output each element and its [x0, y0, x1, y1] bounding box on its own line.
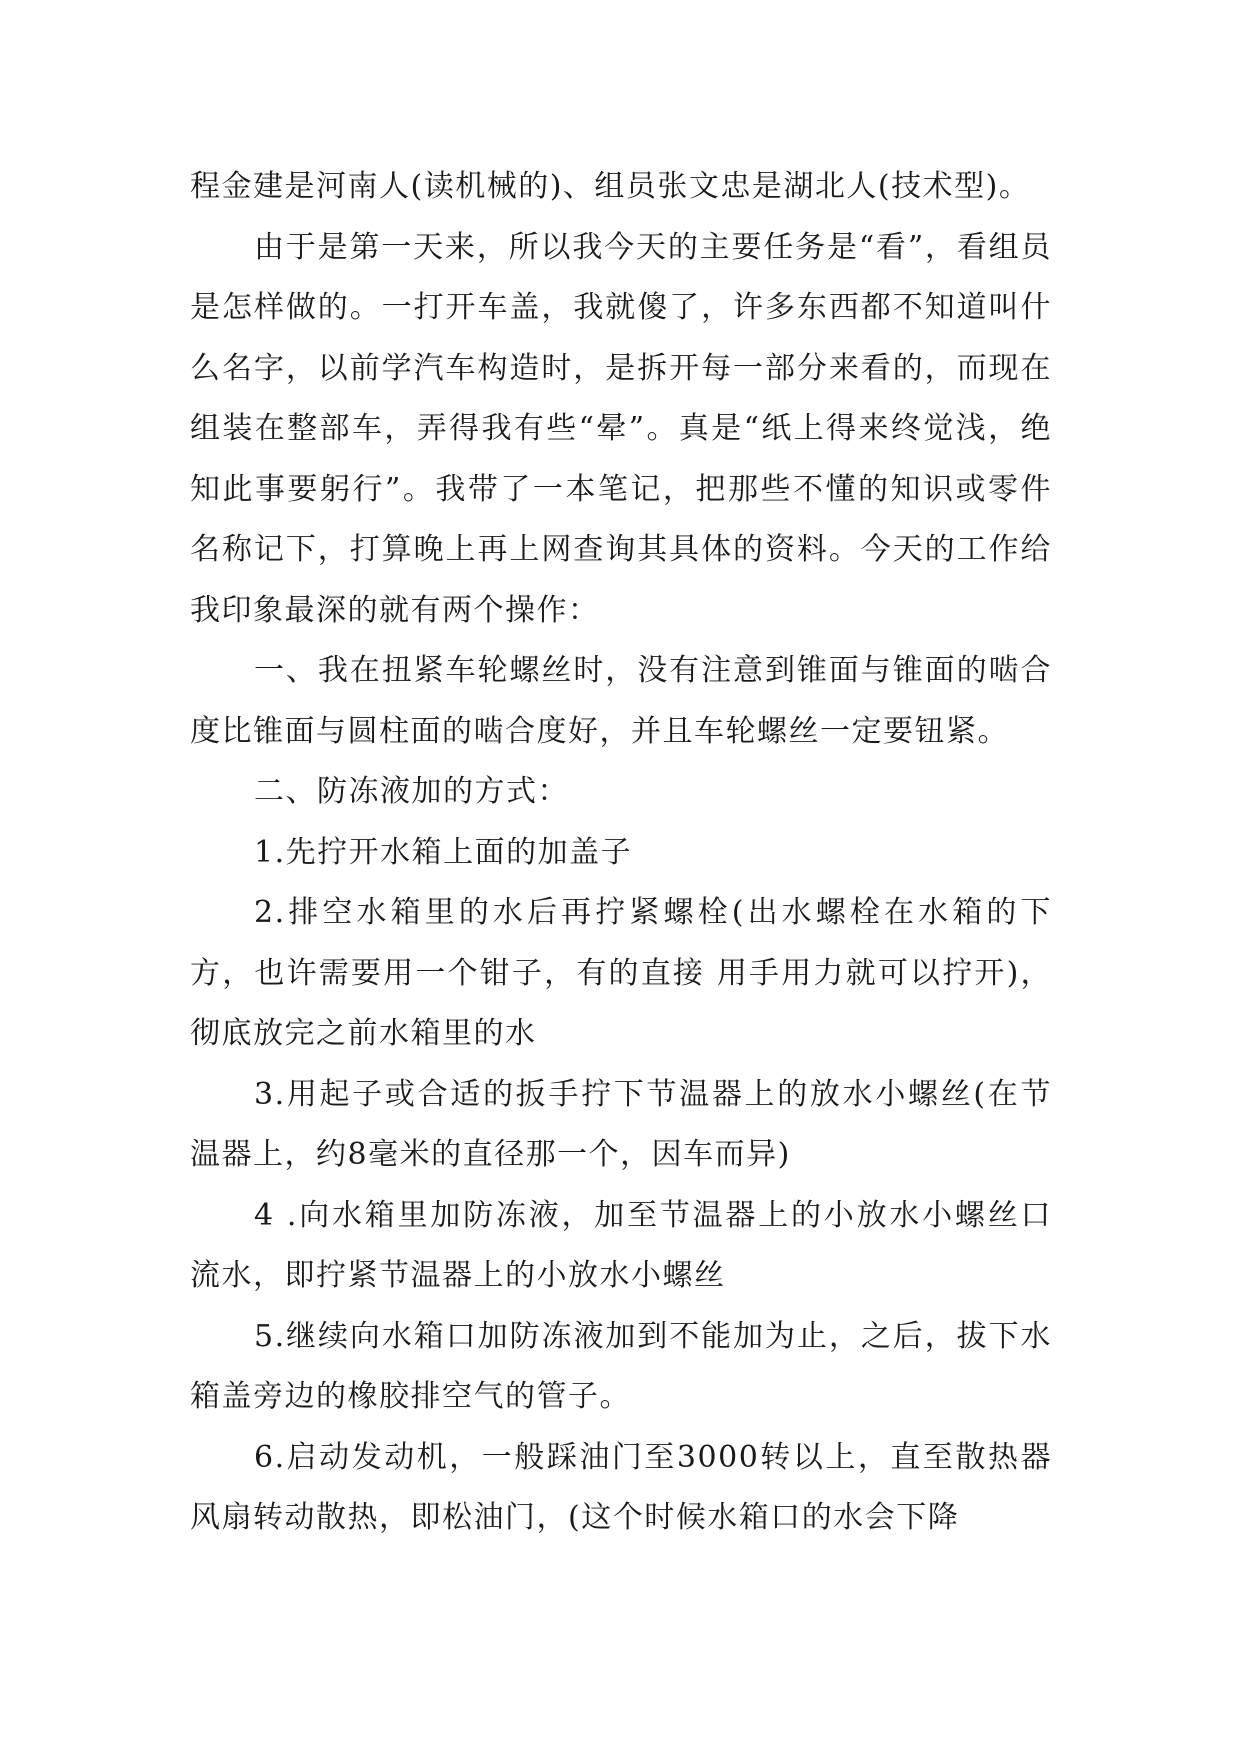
step-5: 5.继续向水箱口加防冻液加到不能加为止，之后，拔下水箱盖旁边的橡胶排空气的管子。	[190, 1318, 1052, 1414]
paragraph-first-day: 由于是第一天来，所以我今天的主要任务是“看”，看组员是怎样做的。一打开车盖，我就傻了，许多东西都不知道叫什么名字，以前学汽车构造时，是拆开每一部分来看的，而现在组装在整部车，弄得我有些“晕”。真是“纸上得来终觉浅，绝知此事要躬行”。我带了一本笔记，把那些不懂的知识或零件名称记下，打算晚上再上网查询其具体的资料。今天的工作给我印象最深的就有两个操作：	[190, 229, 1052, 628]
step-2: 2.排空水箱里的水后再拧紧螺栓(出水螺栓在水箱的下方，也许需要用一个钳子，有的直接 用手用力就可以拧开)，彻底放完之前水箱里的水	[190, 895, 1052, 1051]
paragraph-wheel-bolts: 一、我在扭紧车轮螺丝时，没有注意到锥面与锥面的啮合度比锥面与圆柱面的啮合度好，并且车轮螺丝一定要钮紧。	[190, 653, 1052, 749]
step-3: 3.用起子或合适的扳手拧下节温器上的放水小螺丝(在节温器上，约8毫米的直径那一个，因车而异)	[190, 1076, 1052, 1172]
step-1: 1.先拧开水箱上面的加盖子	[254, 834, 633, 870]
paragraph-team-members: 程金建是河南人(读机械的)、组员张文忠是湖北人(技术型)。	[190, 169, 1031, 204]
step-6: 6.启动发动机，一般踩油门至3000转以上，直至散热器风扇转动散热，即松油门，(这个时候水箱口的水会下降	[190, 1439, 1052, 1535]
step-4: 4 .向水箱里加防冻液，加至节温器上的小放水小螺丝口流水，即拧紧节温器上的小放水小螺丝	[190, 1197, 1052, 1293]
paragraph-antifreeze-heading: 二、防冻液加的方式：	[254, 774, 569, 809]
document-body	[190, 157, 1052, 1549]
